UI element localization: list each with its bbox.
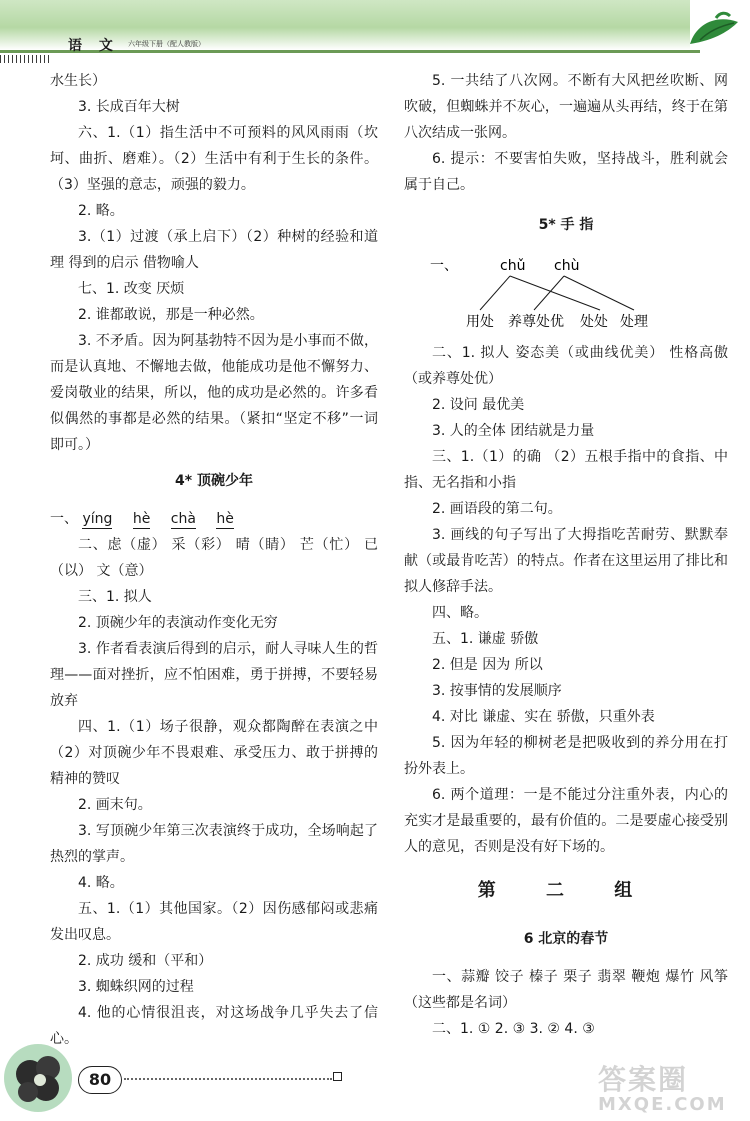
ginkgo-leaf-icon [686, 10, 742, 50]
watermark-url: MXQE.COM [598, 1094, 727, 1115]
answer-line: 二、1. 拟人 姿态美（或曲线优美） 性格高傲（或养尊处优） [404, 345, 728, 387]
grade-label: 六年级下册（配人教版） [128, 40, 205, 48]
answer-line: 六、1.（1）指生活中不可预料的风风雨雨（坎坷、曲折、磨难）。（2）生活中有利于生长的条件。（3）坚强的意志，顽强的毅力。 [50, 125, 378, 193]
footer-dotted-rule [124, 1078, 332, 1080]
pinyin-item: yíng [82, 511, 113, 527]
answer-line: 2. 设问 最优美 [432, 397, 525, 413]
match-word: 用处 [466, 314, 494, 330]
answer-line: 3. 长成百年大树 [78, 99, 180, 115]
answer-line: 5. 一共结了八次网。不断有大风把丝吹断、网吹破，但蜘蛛并不灰心，一遍遍从头再结，终于在第八次结成一张网。 [404, 73, 728, 141]
answer-line: 2. 但是 因为 所以 [432, 657, 543, 673]
answer-line: 3. 不矛盾。因为阿基勃特不因为是小事而不做，而是认真地、不懈地去做，他能成功是他不懈努力、爱岗敬业的结果，所以，他的成功是必然的。许多看似偶然的事都是必然的结果。（紧扣“坚定不移”一词即可。） [50, 333, 378, 453]
answer-line: 二、虑（虚） 采（彩） 晴（睛） 芒（忙） 已（以） 文（意） [50, 537, 378, 579]
answer-line: 七、1. 改变 厌烦 [78, 281, 185, 297]
match-line [510, 276, 600, 310]
match-pinyin: chǔ [500, 258, 526, 274]
match-line [480, 276, 510, 310]
answer-line: 6. 提示：不要害怕失败，坚持战斗，胜利就会属于自己。 [404, 151, 728, 193]
answer-line: 3. 写顶碗少年第三次表演终于成功，全场响起了热烈的掌声。 [50, 823, 378, 865]
pinyin-item: chà [170, 511, 196, 527]
answer-line: 2. 顶碗少年的表演动作变化无穷 [78, 615, 278, 631]
answer-line: 四、1.（1）场子很静，观众都陶醉在表演之中（2）对顶碗少年不畏艰难、承受压力、敢于拼搏的精神的赞叹 [50, 719, 378, 787]
pinyin-item: hè [216, 511, 234, 527]
answer-line: 3. 人的全体 团结就是力量 [432, 423, 595, 439]
watermark-text: 答案圈 [598, 1063, 689, 1096]
match-line [564, 276, 634, 310]
match-word: 养尊处优 [508, 314, 564, 330]
pronunciation-matching [404, 252, 728, 336]
answer-line: 4. 略。 [78, 875, 124, 891]
answer-line: 三、1. 拟人 [78, 589, 152, 605]
footer-end-mark [333, 1072, 342, 1081]
answer-line: 3. 作者看表演后得到的启示，耐人寻味人生的哲理——面对挫折，应不怕困难，勇于拼搏，不要轻易放弃 [50, 641, 378, 709]
answer-line: 4. 他的心情很沮丧，对这场战争几乎失去了信心。 [50, 1005, 378, 1047]
answer-line: 4. 对比 谦虚、实在 骄傲，只重外表 [432, 709, 655, 725]
pinyin-answers [50, 506, 378, 532]
answer-line: 二、1. ① 2. ③ 3. ② 4. ③ [432, 1021, 595, 1037]
lesson-6-title: 6 北京的春节 [523, 931, 609, 947]
answer-line: 3. 画线的句子写出了大拇指吃苦耐劳、默默奉献（或最肯吃苦）的特点。作者在这里运用了排比和拟人修辞手法。 [404, 527, 728, 595]
match-label: 一、 [430, 258, 458, 274]
answer-line: 3. 蜘蛛织网的过程 [78, 979, 194, 995]
answer-line: 2. 画语段的第二句。 [432, 501, 562, 517]
answer-line: 2. 谁都敢说，那是一种必然。 [78, 307, 264, 323]
answer-line: 5. 因为年轻的柳树老是把吸收到的养分用在打扮外表上。 [404, 735, 728, 777]
answer-line: 五、1.（1）其他国家。（2）因伤感郁闷或悲痛发出叹息。 [50, 901, 378, 943]
lesson-5-title: 5* 手 指 [538, 217, 594, 233]
answer-line: 2. 成功 缓和（平和） [78, 953, 213, 969]
left-column [50, 68, 378, 1052]
pinyin-item: hè [132, 511, 151, 527]
page-footer [0, 1032, 750, 1121]
answer-line: 四、略。 [432, 605, 488, 621]
group-2-title: 第 二 组 [477, 880, 655, 901]
subject-title: 语 文 [68, 38, 119, 54]
match-line [534, 276, 564, 310]
answer-line: 2. 画末句。 [78, 797, 152, 813]
answer-line: 6. 两个道理：一是不能过分注重外表，内心的充实才是最重要的，最有价值的。二是要虚心接受别人的意见，否则是没有好下场的。 [404, 787, 728, 855]
answer-line: 2. 略。 [78, 203, 124, 219]
flower-icon [0, 1034, 80, 1118]
header-ticks [0, 55, 50, 63]
page-header [0, 0, 750, 64]
matching-diagram [404, 252, 728, 336]
pinyin-label: 一、 [50, 511, 78, 527]
lesson-4-title: 4* 顶碗少年 [175, 473, 253, 489]
right-column [404, 68, 728, 1042]
answer-line: 三、1.（1）的确 （2）五根手指中的食指、中指、无名指和小指 [404, 449, 728, 491]
answer-line: 3.（1）过渡（承上启下）（2）种树的经验和道理 得到的启示 借物喻人 [50, 229, 378, 271]
match-word: 处理 [620, 314, 648, 330]
match-word: 处处 [580, 314, 608, 330]
answer-line: 五、1. 谦虚 骄傲 [432, 631, 539, 647]
page-number: 80 [78, 1066, 122, 1094]
answer-line: 3. 按事情的发展顺序 [432, 683, 562, 699]
match-pinyin: chù [554, 258, 580, 274]
answer-line: 一、蒜瓣 饺子 榛子 栗子 翡翠 鞭炮 爆竹 风筝（这些都是名词） [404, 969, 728, 1011]
watermark-logo [598, 1058, 748, 1118]
answer-line: 水生长） [50, 73, 106, 89]
